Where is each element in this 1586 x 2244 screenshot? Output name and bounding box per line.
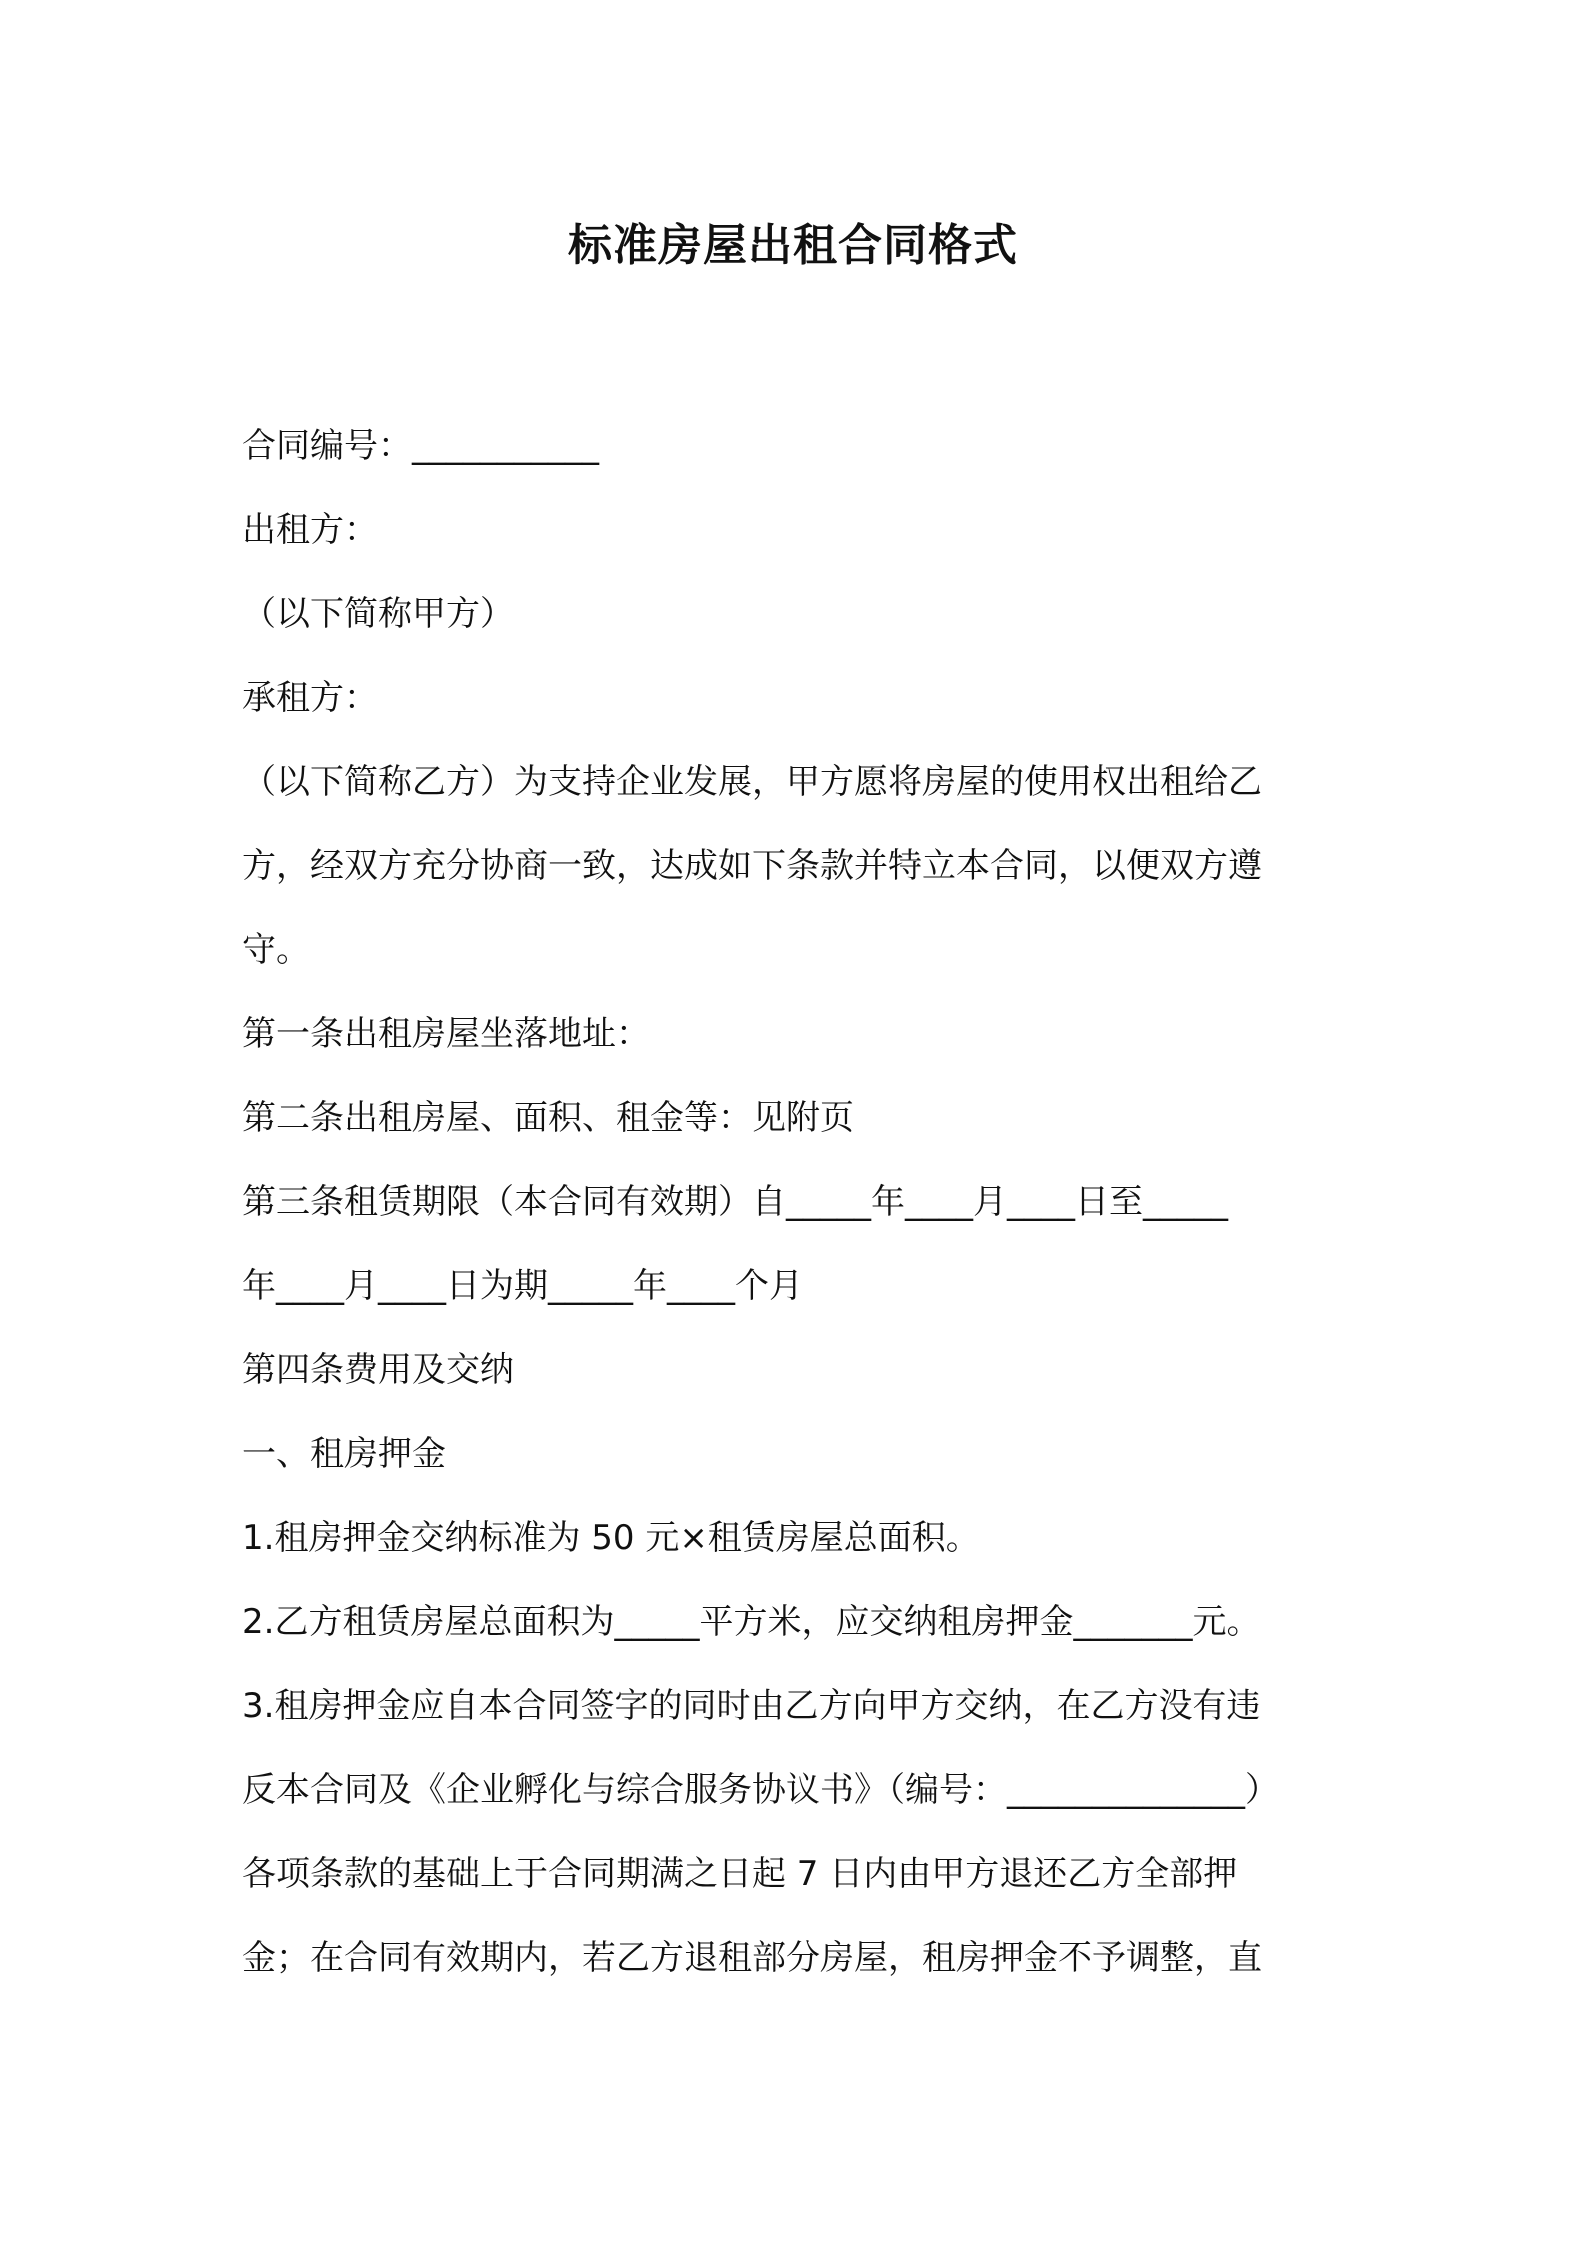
- lessor-line: 出租方：: [242, 510, 378, 550]
- document-title: 标准房屋出租合同格式: [568, 220, 1018, 271]
- contract-number-line: 合同编号：___________: [242, 426, 599, 466]
- deposit-item-3-line-1: 3.租房押金应自本合同签字的同时由乙方向甲方交纳，在乙方没有违: [242, 1686, 1261, 1726]
- document-body: [242, 404, 1362, 2000]
- article-3-line-1: 第三条租赁期限（本合同有效期）自_____年____月____日至_____: [242, 1182, 1228, 1222]
- section-deposit-heading: 一、租房押金: [242, 1434, 446, 1474]
- lessor-abbreviation-line: （以下简称甲方）: [242, 594, 514, 634]
- article-4-line: 第四条费用及交纳: [242, 1350, 514, 1390]
- preamble-line-3: 守。: [242, 930, 310, 970]
- article-2-line: 第二条出租房屋、面积、租金等：见附页: [242, 1098, 854, 1138]
- deposit-item-1: 1.租房押金交纳标准为 50 元×租赁房屋总面积。: [242, 1518, 980, 1558]
- lessee-line: 承租方：: [242, 678, 378, 718]
- deposit-item-3-line-4: 金；在合同有效期内，若乙方退租部分房屋，租房押金不予调整，直: [242, 1938, 1262, 1978]
- preamble-line-2: 方，经双方充分协商一致，达成如下条款并特立本合同，以便双方遵: [242, 846, 1262, 886]
- deposit-item-3-line-2: 反本合同及《企业孵化与综合服务协议书》（编号：______________）: [242, 1770, 1279, 1810]
- article-3-line-2: 年____月____日为期_____年____个月: [242, 1266, 803, 1306]
- article-1-line: 第一条出租房屋坐落地址：: [242, 1014, 650, 1054]
- deposit-item-3-line-3: 各项条款的基础上于合同期满之日起 7 日内由甲方退还乙方全部押: [242, 1854, 1238, 1894]
- preamble-line-1: （以下简称乙方）为支持企业发展，甲方愿将房屋的使用权出租给乙: [242, 762, 1262, 802]
- deposit-item-2: 2.乙方租赁房屋总面积为_____平方米，应交纳租房押金_______元。: [242, 1602, 1261, 1642]
